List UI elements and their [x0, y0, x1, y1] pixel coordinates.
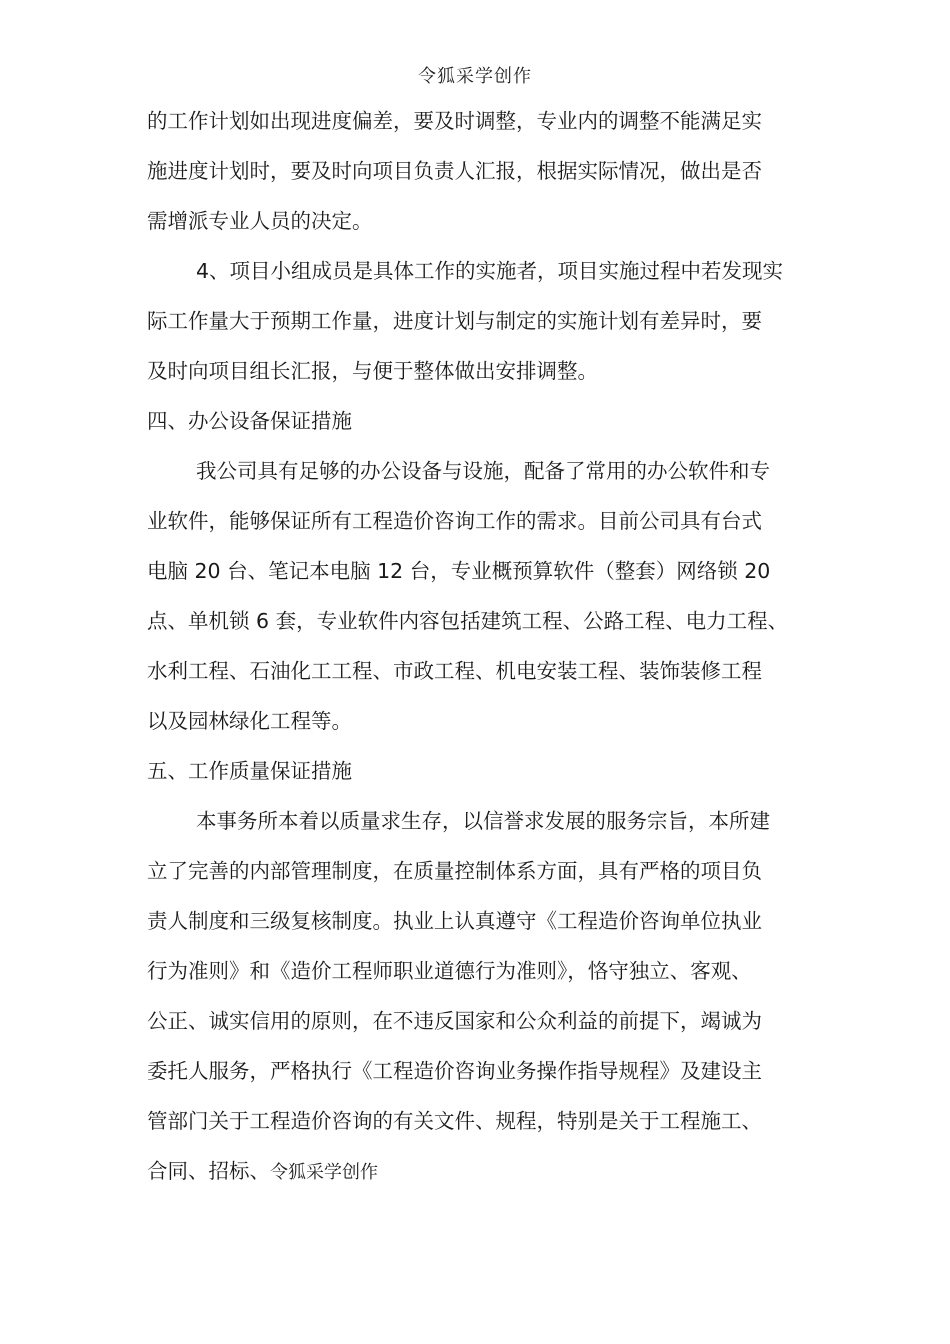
paragraph-line: 点、单机锁 6 套，专业软件内容包括建筑工程、公路工程、电力工程、 [147, 609, 789, 633]
paragraph-line: 管部门关于工程造价咨询的有关文件、规程，特别是关于工程施工、 [147, 1109, 762, 1133]
paragraph-line-last [147, 1146, 827, 1196]
paragraph-line: 水利工程、石油化工工程、市政工程、机电安装工程、装饰装修工程 [147, 659, 762, 683]
document-body [147, 96, 827, 1196]
paragraph-line: 业软件，能够保证所有工程造价咨询工作的需求。目前公司具有台式 [147, 509, 762, 533]
paragraph-line: 电脑 20 台、笔记本电脑 12 台，专业概预算软件（整套）网络锁 20 [147, 559, 771, 583]
page-header: 令狐采学创作 [418, 66, 532, 87]
paragraph-line: 及时向项目组长汇报，与便于整体做出安排调整。 [147, 359, 598, 383]
paragraph-line: 立了完善的内部管理制度，在质量控制体系方面，具有严格的项目负 [147, 859, 762, 883]
section-heading: 四、办公设备保证措施 [147, 409, 352, 433]
paragraph-line: 本事务所本着以质量求生存，以信誉求发展的服务宗旨，本所建 [196, 809, 770, 833]
paragraph-line: 公正、诚实信用的原则，在不违反国家和公众利益的前提下，竭诚为 [147, 1009, 762, 1033]
paragraph-line: 行为准则》和《造价工程师职业道德行为准则》，恪守独立、客观、 [147, 959, 752, 983]
paragraph-line: 责人制度和三级复核制度。执业上认真遵守《工程造价咨询单位执业 [147, 909, 762, 933]
paragraph-line: 4、项目小组成员是具体工作的实施者，项目实施过程中若发现实 [196, 259, 784, 283]
paragraph-line: 的工作计划如出现进度偏差，要及时调整，专业内的调整不能满足实 [147, 109, 762, 133]
last-line-text: 合同、招标、 [147, 1159, 270, 1183]
paragraph-line: 需增派专业人员的决定。 [147, 209, 373, 233]
paragraph-line: 施进度计划时，要及时向项目负责人汇报，根据实际情况，做出是否 [147, 159, 762, 183]
section-heading: 五、工作质量保证措施 [147, 759, 352, 783]
paragraph-line: 以及园林绿化工程等。 [147, 709, 352, 733]
paragraph-line: 我公司具有足够的办公设备与设施，配备了常用的办公软件和专 [196, 459, 770, 483]
paragraph-line: 际工作量大于预期工作量，进度计划与制定的实施计划有差异时，要 [147, 309, 762, 333]
footer-tag: 令狐采学创作 [270, 1162, 378, 1183]
paragraph-line: 委托人服务，严格执行《工程造价咨询业务操作指导规程》及建设主 [147, 1059, 762, 1083]
